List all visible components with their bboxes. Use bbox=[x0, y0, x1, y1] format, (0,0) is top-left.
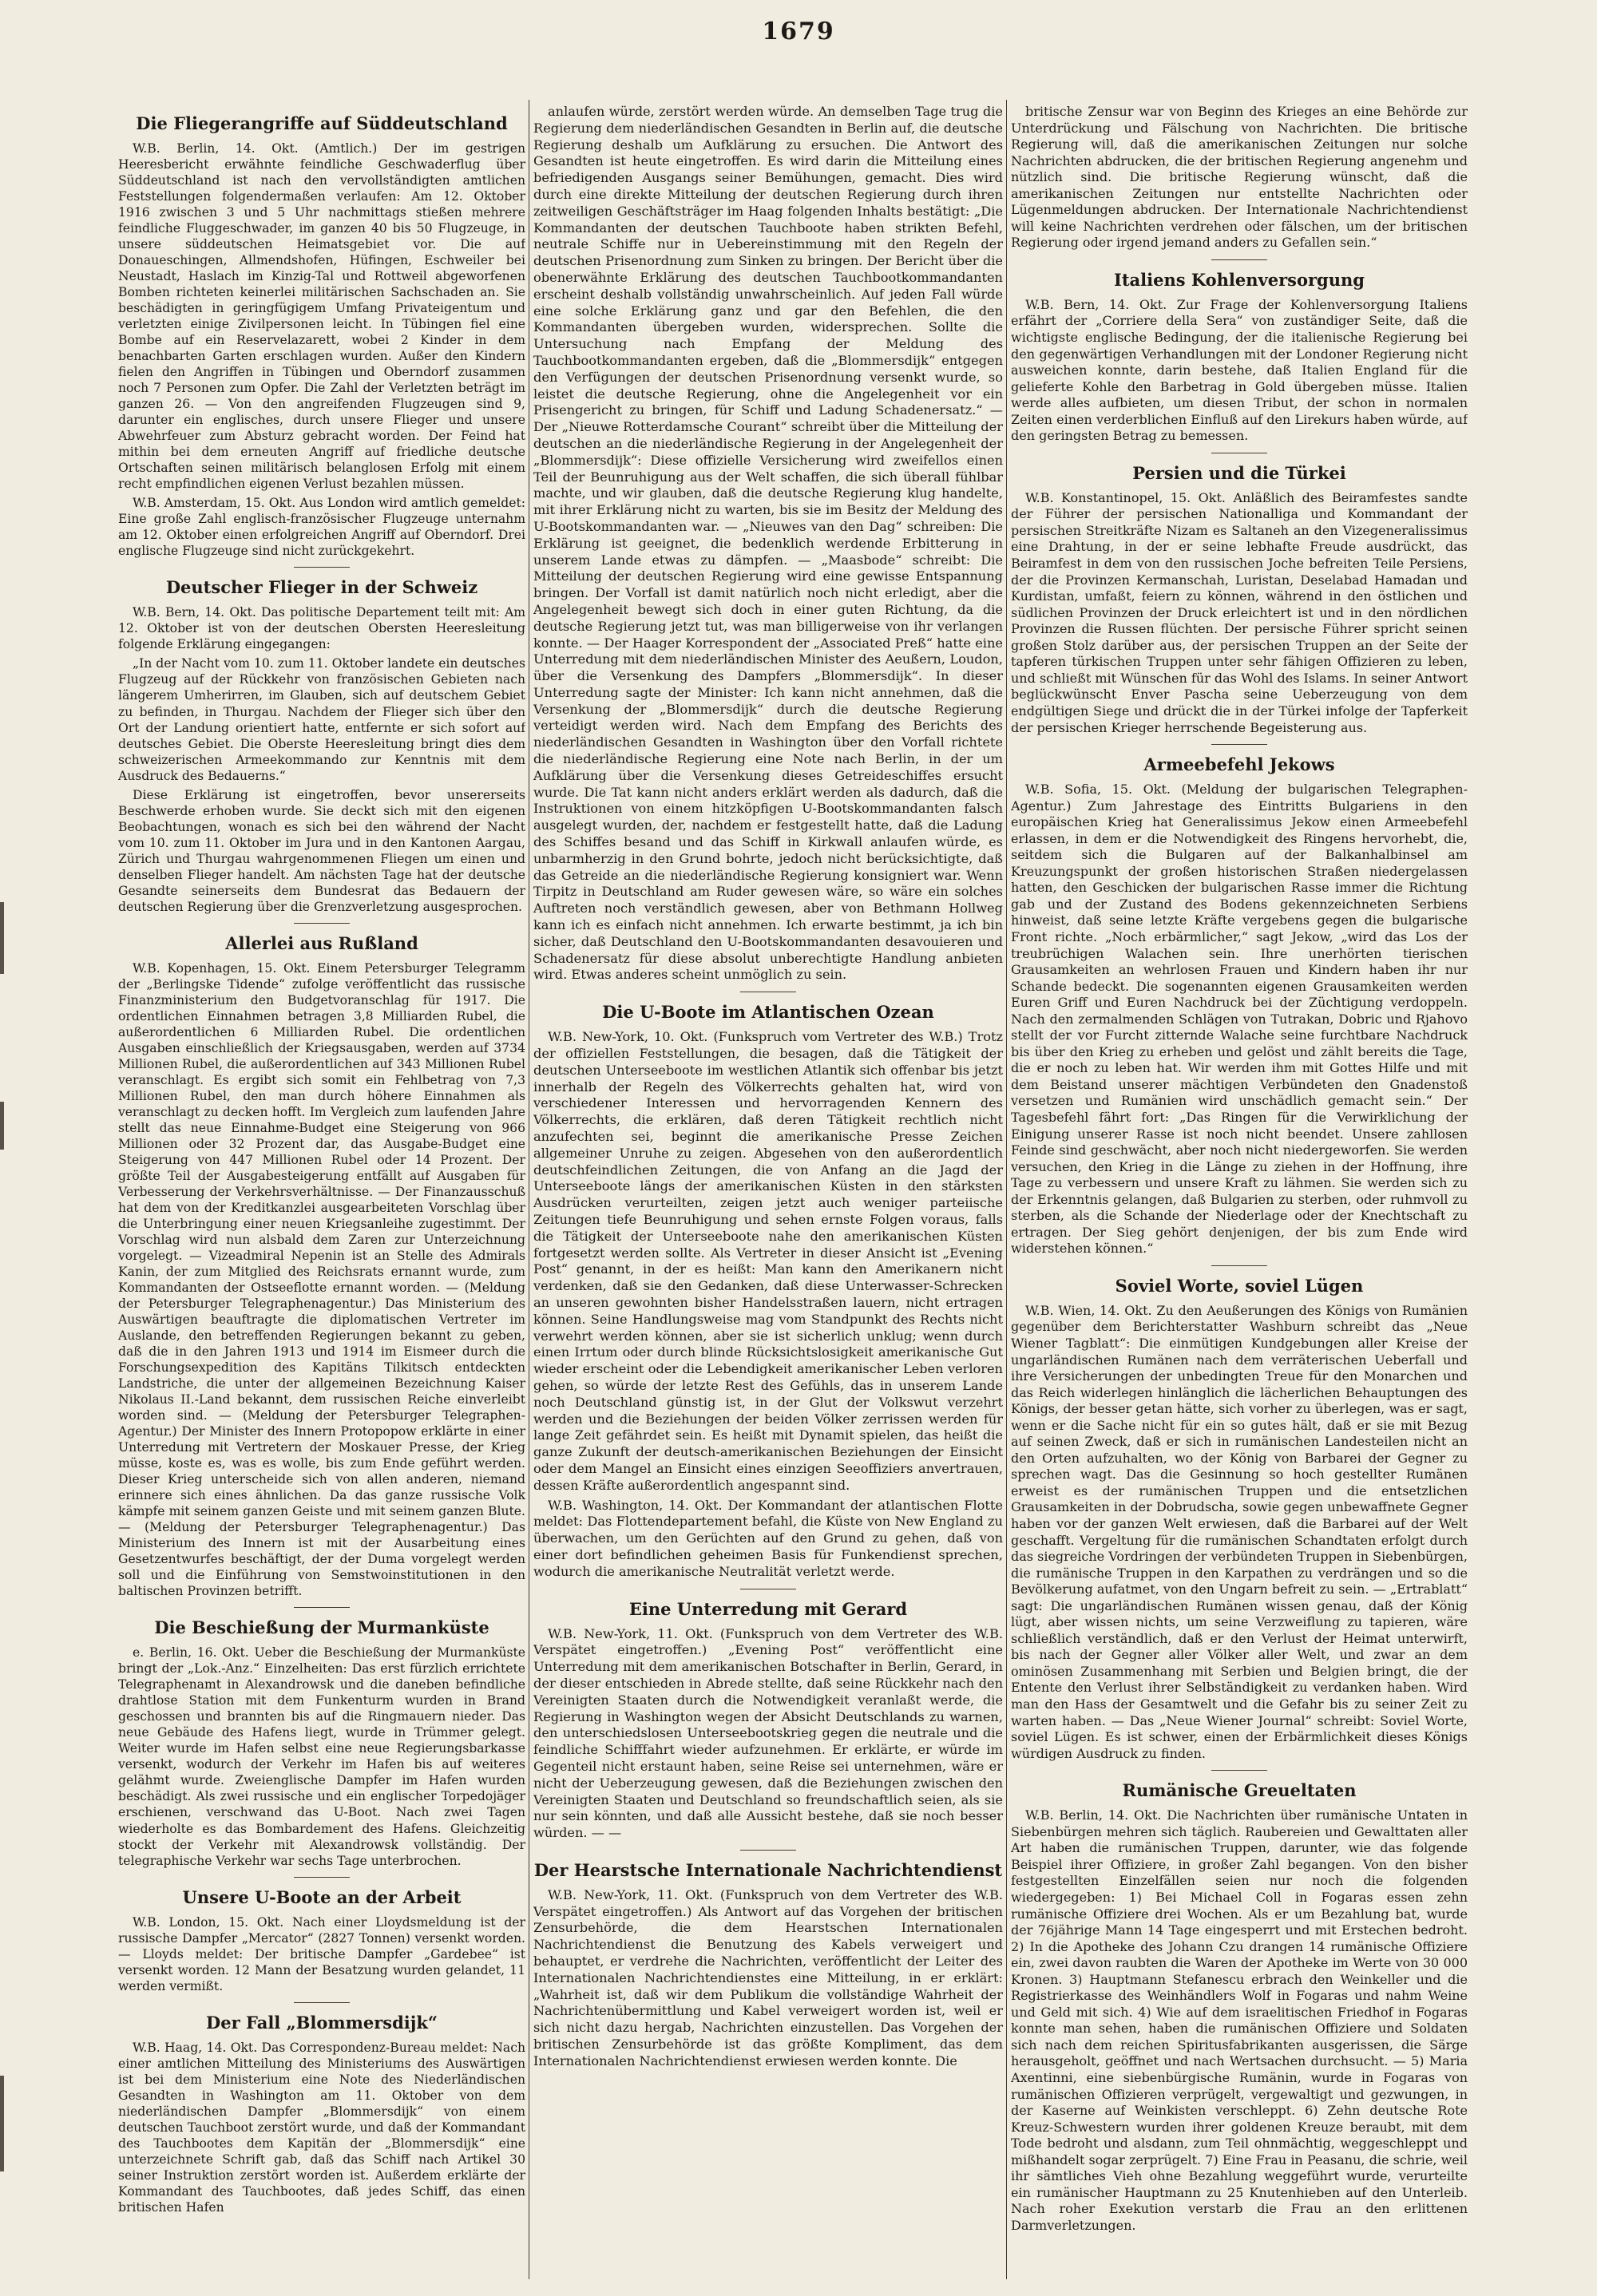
column-3 bbox=[1011, 104, 1468, 2275]
article bbox=[1011, 1276, 1468, 1762]
article-headline: Armeebefehl Jekows bbox=[1143, 754, 1335, 775]
article-separator bbox=[294, 923, 350, 924]
article bbox=[533, 104, 1003, 984]
article-paragraph: britische Zensur war von Beginn des Krieges an eine Behörde zur Unterdrückung und Fälschung von Nachrichten. Die britische Regierung will, daß die amerikanischen Zeitungen nur solche Nachrichten abdrucken, die der britischen Regierung angenehm und nützlich sind. Die britische Regierung wünscht, daß die amerikanischen Zeitungen nur entstellte Nachrichten oder Lügenmeldungen abdrucken. Der Internationale Nachrichtendienst will keine Nachrichten verdrehen oder fälschen, um der britischen Regierung oder irgend jemand anders zu Gefallen sein.“ bbox=[1011, 104, 1468, 251]
article-headline: Deutscher Flieger in der Schweiz bbox=[165, 577, 478, 598]
article-headline: Unsere U-Boote an der Arbeit bbox=[182, 1886, 462, 1907]
article-separator bbox=[294, 1877, 350, 1878]
column-rule bbox=[1006, 100, 1007, 2279]
scan-edge-mark bbox=[0, 902, 4, 974]
article bbox=[1011, 270, 1468, 445]
article-separator bbox=[294, 1607, 350, 1608]
article bbox=[533, 1599, 1003, 1842]
article-paragraph: W.B. Kopenhagen, 15. Okt. Einem Petersburger Telegramm der „Berlingske Tidende“ zufolge veröffentlicht das russische Finanzministerium den Budgetvoranschlag für 1917. Die ordentlichen Einnahmen betragen 3,8 Milliarden Rubel, die außerordentlichen 6 Milliarden Rubel. Die ordentlichen Ausgaben einschließlich der Kriegsausgaben, werden auf 3734 Millionen Rubel, die außerordentlichen auf 343 Millionen Rubel veranschlagt. Es ergibt sich somit ein Fehlbetrag von 7,3 Millionen Rubel, den man durch höhere Einnahmen als veranschlagt zu decken hofft. Im Vergleich zum laufenden Jahre stellt das neue Einnahme-Budget eine Steigerung von 966 Millionen oder 32 Prozent dar, das Ausgabe-Budget eine Steigerung von 447 Millionen Rubel oder 14 Prozent. Der größte Teil der Ausgabesteigerung entfällt auf Ausgaben für Verbesserung der Verkehrsverhältnisse. — Der Finanzausschuß hat dem von der Kreditkanzlei ausgearbeiteten Vorschlag über die Unterbringung einer neuen Kriegsanleihe zugestimmt. Der Vorschlag wird nun alsbald dem Zaren zur Unterzeichnung vorgelegt. — Vizeadmiral Nepenin ist an Stelle des Admirals Kanin, der zum Mitglied des Reichsrats ernannt wurde, zum Kommandanten der Ostseeflotte ernannt worden. — (Meldung der Petersburger Telegraphenagentur.) Das Ministerium des Auswärtigen beauftragte die diplomatischen Vertreter im Auslande, den betreffenden Regierungen bekannt zu geben, daß die in den Jahren 1913 und 1914 im Eismeer durch die Forschungsexpedition des Kapitäns Tilkitsch entdeckten Landstriche, die unter der allgemeinen Bezeichnung Kaiser Nikolaus II.-Land bekannt, dem russischen Reiche einverleibt worden sind. — (Meldung der Petersburger Telegraphen-Agentur.) Der Minister des Innern Protopopow erklärte in einer Unterredung mit Vertretern der Moskauer Presse, der Krieg müsse, koste es, was es wolle, bis zum Ende geführt werden. Dieser Krieg unterscheide sich von allen anderen, niemand erinnere sich eines ähnlichen. Da das ganze russische Volk kämpfe mit seinem ganzen Geiste und mit seinem ganzen Blute. — (Meldung der Petersburger Telegraphenagentur.) Das Ministerium des Innern ist mit der Ausarbeitung eines Gesetzentwurfes beschäftigt, der der Duma vorgelegt werden soll und die Einführung von Semstwoinstitutionen in den baltischen Provinzen betrifft. bbox=[118, 960, 525, 1599]
article bbox=[118, 933, 525, 1600]
article-separator bbox=[1211, 259, 1267, 260]
article-paragraph: W.B. Haag, 14. Okt. Das Correspondenz-Bureau meldet: Nach einer amtlichen Mitteilung des Ministeriums des Auswärtigen ist bei dem Ministerium eine Note des Niederländischen Gesandten in Washington am 11. Oktober von dem niederländischen Dampfer „Blommersdijk“ von einem deutschen Tauchboot zerstört wurde, und daß der Kommandant des Tauchbootes dem Kapitän der „Blommersdijk“ eine unterzeichnete Schrift gab, daß das Schiff nach Artikel 30 seiner Instruktion zerstört worden ist. Außerdem erklärte der Kommandant des Tauchbootes, daß jedes Schiff, das einen britischen Hafen bbox=[118, 2040, 525, 2215]
article-paragraph: W.B. Berlin, 14. Okt. Die Nachrichten über rumänische Untaten in Siebenbürgen mehren sich täglich. Raubereien und Gewalttaten aller Art haben die rumänischen Truppen, darunter, wie das folgende Beispiel ihrer Offiziere, in großer Zahl begangen. Von den bisher festgestellten Einzelfällen seien nur noch die folgenden wiedergegeben: 1) Bei Michael Coll in Fogaras essen zehn rumänische Offiziere drei Wochen. Als er um Bezahlung bat, wurde der 76jährige Mann 14 Tage eingesperrt und mit Erstechen bedroht. 2) In die Apotheke des Johann Czu drangen 14 rumänische Offiziere ein, zwei davon raubten die Waren der Apotheke im Werte von 30 000 Kronen. 3) Hauptmann Stefanescu erbrach den Weinkeller und die Registrierkasse des Weinhändlers Wolf in Fogaras und nahm Weine und Geld mit sich. 4) Wie auf dem israelitischen Friedhof in Fogaras konnte man sehen, haben die rumänischen Offiziere und Soldaten sich nach dem reichen Spiritusfabrikanten ausgerissen, die Särge herausgeholt, geöffnet und nach Wertsachen durchsucht. — 5) Maria Axentinni, eine siebenbürgische Rumänin, wurde in Fogaras von rumänischen Offizieren verprügelt, vergewaltigt und gezwungen, in der Kaserne auf Weinkisten verschleppt. 6) Zehn deutsche Rote Kreuz-Schwestern wurden ihrer goldenen Kreuze beraubt, mit dem Tode bedroht und alsdann, zum Teil ohnmächtig, weggeschleppt und mißhandelt sogar zerprügelt. 7) Eine Frau in Peasanu, die schrie, weil ihr sämtliches Vieh ohne Bezahlung weggeführt wurde, verurteilte ein rumänischer Hauptmann zu 25 Knutenhieben auf den Unterleib. Nach roher Exekution verstarb die Frau an den erlittenen Darmverletzungen. bbox=[1011, 1807, 1468, 2233]
article-paragraph: W.B. Bern, 14. Okt. Das politische Departement teilt mit: Am 12. Oktober ist von der deutschen Obersten Heeresleitung folgende Erklärung eingegangen: bbox=[118, 605, 525, 652]
article-paragraph: W.B. Konstantinopel, 15. Okt. Anläßlich des Beiramfestes sandte der Führer der persischen Nationalliga und Kommandant der persischen Streitkräfte Nizam es Saltaneh an den Vizegeneralissimus eine Drahtung, in der er seine lebhafte Freude ausdrückt, das Beiramfest in dem von den russischen Joche befreiten Teile Persiens, der die Provinzen Kermanschah, Luristan, Deselabad Hamadan und Kurdistan, umfaßt, feiern zu können, während in den östlichen und südlichen Provinzen der Druck erleichtert ist und in den nördlichen Provinzen die Russen flüchten. Der persische Führer spricht seinen großen Stolz darüber aus, der persischen Truppen an der Seite der tapferen türkischen Truppen unter sehr fähigen Offizieren zu leben, und schließt mit Wünschen für das Wohl des Islams. In seiner Antwort beglückwünscht Enver Pascha seine Ueberzeugung von dem endgültigen Siege und drückt die in der Türkei infolge der Tapferkeit der persischen Krieger herrschende Begeisterung aus. bbox=[1011, 489, 1468, 735]
article-paragraph: W.B. Wien, 14. Okt. Zu den Aeußerungen des Königs von Rumänien gegenüber dem Berichterstatter Washburn schreibt das „Neue Wiener Tagblatt“: Die einmütigen Kundgebungen aller Kreise der ungarländischen Rumänen nach dem verräterischen Ueberfall und ihre Versicherungen der unbedingten Treue für den Monarchen und das Reich widerlegen hinlänglich die lächerlichen Behauptungen des Königs, der besser getan hätte, sich vorher zu überlegen, was er sagt, wenn er die Sache nicht für ein so gutes hält, daß er sie mit Bezug auf seinen Zweck, daß er sich in rumänischen Landesteilen nicht an den Orten aufzuhalten, wo der König von Barbarei der Gegner zu sprechen wagt. Das die Gesinnung so hoch gestellter Rumänen erweist es der rumänischen Truppen und die entsetzlichen Grausamkeiten in der Dobrudscha, sowie gegen unbewaffnete Gegner haben vor der ganzen Welt erwiesen, daß die Barbarei auf der Welt geschafft. Vergeltung für die rumänischen Schandtaten erfolgt durch das siegreiche Vordringen der verbündeten Truppen in Siebenbürgen, die rumänische Truppen in den Karpathen zu verdrängen und so die Bevölkerung aufatmet, von den Ungarn befreit zu sein. — „Ertrablatt“ sagt: Die ungarländischen Rumänen wissen genau, daß der König lügt, aber wissen nichts, um seine Verzweiflung zu tapieren, wäre schließlich verständlich, daß er den Verlust der Heimat unterwirft, bis nach der Gegner aller Völker aller Welt, und zwar an dem ominösen Zusammenhang mit Serbien und Belgien bringt, die der Entente den Verlust ihrer Selbständigkeit zu verdanken haben. Wird man den Hass der Gesamtwelt und die Gefahr bis zu seiner Zeit zu warten haben. — Das „Neue Wiener Journal“ schreibt: Soviel Worte, soviel Lügen. Es ist schwer, einen der Erbärmlichkeit dieses Königs würdigen Ausdruck zu finden. bbox=[1011, 1302, 1468, 1761]
article-separator bbox=[740, 1850, 796, 1851]
article-headline: Allerlei aus Rußland bbox=[225, 932, 418, 953]
article-separator bbox=[294, 567, 350, 568]
column-2 bbox=[533, 104, 1003, 2275]
article bbox=[1011, 754, 1468, 1257]
article-headline: Rumänische Greueltaten bbox=[1122, 1780, 1357, 1801]
article-headline: Der Hearstsche Internationale Nachrichtendienst bbox=[533, 1859, 1003, 1880]
article bbox=[118, 113, 525, 559]
article-headline: Die U-Boote im Atlantischen Ozean bbox=[602, 1002, 934, 1023]
article-headline: Die Fliegerangriffe auf Süddeutschland bbox=[136, 113, 508, 133]
article bbox=[118, 1887, 525, 1994]
article bbox=[118, 577, 525, 914]
article-paragraph: „In der Nacht vom 10. zum 11. Oktober landete ein deutsches Flugzeug auf der Rückkehr von französischen Gebieten nach längerem Umherirren, im Glauben, sich auf deutschem Gebiet zu befinden, in Thurgau. Nachdem der Flieger sich über den Ort der Landung orientiert hatte, entfernte er sich sofort auf deutsches Gebiet. Die Oberste Heeresleitung bringt dies dem schweizerischen Armeekommando zur Kenntnis mit dem Ausdruck des Bedauerns.“ bbox=[118, 656, 525, 783]
article-paragraph: W.B. Sofia, 15. Okt. (Meldung der bulgarischen Telegraphen-Agentur.) Zum Jahrestage des Eintritts Bulgariens in den europäischen Krieg hat Generalissimus Jekow einen Armeebefehl erlassen, in dem er die Notwendigkeit des Ringens hervorhebt, die, seitdem sich die Bulgaren auf der Balkanhalbinsel am Kreuzungspunkt der großen historischen Straßen niedergelassen hatten, den Geschicken der bulgarischen Rasse immer die Richtung gab und der Zustand des Bodens gekennzeichneten Serbiens hinweist, daß seine letzte Kräfte vergebens gegen die bulgarische Front richte. „Noch erbärmlicher,“ sagt Jekow, „wird das Los der treubrüchigen Walachen sein. Ihre unerhörten tierischen Grausamkeiten an wehrlosen Frauen und Kindern haben ihr nur Schande bedeckt. Die sogenannten eigenen Grausamkeiten werden Euren Griff und Euren Nachdruck bei der Züchtigung verdoppeln. Nach den zermalmenden Schlägen von Tutrakan, Dobric und Rjahovo stellt der vor Furcht zitternde Walache seine furchtbare Nachdruck bis über den Krieg zu erheben und gelöst und zählt bereits die Tage, die er noch zu leben hat. Wir werden ihm mit Gottes Hilfe und mit dem Beistand unserer mächtigen Verbündeten den Gnadenstoß versetzen und Rumänien wird unschädlich gemacht sein.“ Der Tagesbefehl fährt fort: „Das Ringen für die Verwirklichung der Einigung unserer Rasse ist noch nicht beendet. Unsere zahllosen Feinde sind geschwächt, aber noch nicht niedergeworfen. Sie werden versuchen, den Krieg in die Länge zu ziehen in der Hoffnung, ihre Tage zu verbessern und unsere Kraft zu lähmen. Sie werden sich zu der Erkenntnis gelangen, daß Bulgarien zu sterben, oder ruhmvoll zu sterben, als die Schande der Niederlage oder der Knechtschaft zu ertragen. Der Sieg gehört denjenigen, der bis zum Ende wird widerstehen können.“ bbox=[1011, 782, 1468, 1257]
article bbox=[118, 1617, 525, 1868]
article-paragraph: anlaufen würde, zerstört werden würde. An demselben Tage trug die Regierung dem niederländischen Gesandten in Berlin auf, die deutsche Regierung deshalb um Aufklärung zu ersuchen. Die Antwort des Gesandten ist heute eingetroffen. Es wird darin die Mitteilung eines befriedigenden Ausgangs seiner Bemühungen, gemacht. Dies wird durch eine direkte Mitteilung der deutschen Regierung durch ihren zeitweiligen Geschäftsträger im Haag folgenden Inhalts bestätigt: „Die Kommandanten der deutschen Tauchboote haben strikten Befehl, neutrale Schiffe nur in Uebereinstimmung mit den Regeln der deutschen Prisenordnung zum Sinken zu bringen. Der Bericht über die obenerwähnte Erklärung des deutschen Tauchbootkommandanten erscheint deshalb vollständig unwahrscheinlich. Auf jeden Fall würde eine solche Erklärung ganz und gar den Befehlen, die den Kommandanten übergeben wurden, widersprechen. Sollte die Untersuchung nach Empfang der Meldung des Tauchbootkommandanten ergeben, daß die „Blommersdijk“ entgegen den Verfügungen der deutschen Prisenordnung versenkt wurde, so leistet die deutsche Regierung, ohne die Angelegenheit vor ein Prisengericht zu bringen, für Schiff und Ladung Schadenersatz.“ — Der „Nieuwe Rotterdamsche Courant“ schreibt über die Mitteilung der deutschen an die niederländische Regierung in der Angelegenheit der „Blommersdijk“: Diese offizielle Versicherung wird zweifellos einen Teil der Beunruhigung aus der Welt schaffen, die sich überall fühlbar machte, und wir glauben, daß die deutsche Regierung klug handelte, mit ihrer Erklärung nicht zu warten, bis sie im Besitz der Meldung des U-Bootskommandanten war. — „Nieuwes van den Dag“ schreiben: Die Erklärung ist geeignet, die bedenklich werdende Erbitterung in unserem Lande etwas zu dämpfen. — „Maasbode“ schreibt: Die Mitteilung der deutschen Regierung wird eine gewisse Entspannung bringen. Der Vorfall ist damit natürlich noch nicht erledigt, aber die Angelegenheit bewegt sich doch in einer guten Richtung, da die deutsche Regierung jetzt tut, was man billigerweise von ihr verlangen konnte. — Der Haager Korrespondent der „Associated Preß“ hatte eine Unterredung mit dem niederländischen Minister des Aeußern, Loudon, über die Versenkung des Dampfers „Blommersdijk“. In dieser Unterredung sagte der Minister: Ich kann nicht annehmen, daß die Versenkung der „Blommersdijk“ durch die deutsche Regierung verteidigt werden wird. Nach dem Empfang des Berichts des niederländischen Gesandten in Washington über den Vorfall richtete die niederländische Regierung eine Note nach Berlin, in der um Aufklärung über die Versenkung dieses Getreideschiffes ersucht wurde. Die Tat kann nicht anders erklärt werden als dadurch, daß die Instruktionen von einem hitzköpfigen U-Bootskommandanten falsch ausgelegt wurden, der, nachdem er festgestellt hatte, daß die Ladung des Schiffes besand und das Schiff in Kirkwall anlaufen würde, es unbarmherzig in den Grund bohrte, jedoch nicht berücksichtigte, daß das Getreide an die niederländische Regierung konsigniert war. Wenn Tirpitz in Deutschland am Ruder gewesen wäre, so wäre ein solches Auftreten noch verständlich gewesen, aber von Bethmann Hollweg kann ich es einfach nicht annehmen. Ich erwarte bestimmt, ja ich bin sicher, daß Deutschland den U-Bootskommandanten desavouieren und Schadenersatz für diese absolut unberechtigte Handlung anbieten wird. Etwas anderes scheint unmöglich zu sein. bbox=[533, 104, 1003, 983]
article bbox=[533, 1860, 1003, 2070]
article-headline: Persien und die Türkei bbox=[1132, 462, 1346, 483]
article-headline: Eine Unterredung mit Gerard bbox=[628, 1598, 908, 1619]
article bbox=[533, 1002, 1003, 1580]
article-paragraph: W.B. London, 15. Okt. Nach einer Lloydsmeldung ist der russische Dampfer „Mercator“ (2827 Tonnen) versenkt worden. — Lloyds meldet: Der britische Dampfer „Gardebee“ ist versenkt worden. 12 Mann der Besatzung wurden gelandet, 11 werden vermißt. bbox=[118, 1914, 525, 1993]
article-paragraph: W.B. Amsterdam, 15. Okt. Aus London wird amtlich gemeldet: Eine große Zahl englisch-französischer Flugzeuge unternahm am 12. Oktober einen erfolgreichen Angriff auf Oberndorf. Drei englische Flugzeuge sind nicht zurückgekehrt. bbox=[118, 496, 525, 559]
article-paragraph: W.B. Bern, 14. Okt. Zur Frage der Kohlenversorgung Italiens erfährt der „Corriere della Sera“ von zuständiger Seite, daß die wichtigste englische Bedingung, der die italienische Regierung bei den gegenwärtigen Verhandlungen mit der Londoner Regierung nicht ausweichen konnte, darin bestehe, daß Italien England für die gelieferte Kohle den Barbetrag in Gold übergeben müsse. Italien werde alles aufbieten, um diesen Tribut, der schon in normalen Zeiten einen verderblichen Einfluß auf den Lirekurs haben würde, auf den geringsten Betrag zu bemessen. bbox=[1011, 296, 1468, 444]
article bbox=[118, 2013, 525, 2215]
article-paragraph: Diese Erklärung ist eingetroffen, bevor unsererseits Beschwerde erhoben wurde. Sie deckt sich mit den eigenen Beobachtungen, wonach es sich bei den während der Nacht vom 10. zum 11. Oktober im Jura und in den Kantonen Aargau, Zürich und Thurgau wahrgenommenen Fliegen um einen und denselben Flieger handelt. Am nächsten Tage hat der deutsche Gesandte seinerseits dem Bundesrat das Bedauern der deutschen Regierung über die Grenzverletzung ausgesprochen. bbox=[118, 787, 525, 914]
scan-edge-mark bbox=[0, 2076, 4, 2171]
page-number: 1679 bbox=[762, 18, 835, 46]
article-paragraph: W.B. Berlin, 14. Okt. (Amtlich.) Der im gestrigen Heeresbericht erwähnte feindliche Geschwaderflug über Süddeutschland ist nach den vervollständigten amtlichen Feststellungen folgendermaßen verlaufen: Am 12. Oktober 1916 zwischen 3 und 5 Uhr nachmittags stießen mehrere feindliche Fluggeschwader, im ganzen 40 bis 50 Flugzeuge, in unsere süddeutschen Heimatsgebiet vor. Die auf Donaueschingen, Allmendshofen, Hüfingen, Eschweiler bei Neustadt, Haslach im Kinzig-Tal und Rottweil abgeworfenen Bomben richteten keinerlei militärischen Sachschaden an. Sie beschädigten in geringfügigem Umfang Privateigentum und verletzten einige Zivilpersonen leicht. In Tübingen fiel eine Bombe auf ein Reservelazarett, wobei 2 Kinder in dem benachbarten Garten erschlagen wurden. Außer den Kindern fielen den Angriffen in Tübingen und Oberndorf zusammen noch 7 Personen zum Opfer. Die Zahl der Verletzten beträgt im ganzen 26. — Von den angreifenden Flugzeugen sind 9, darunter ein englisches, durch unsere Flieger und unsere Abwehrfeuer zum Absturz gebracht worden. Der Feind hat mithin bei dem erneuten Angriff auf friedliche deutsche Ortschaften seinen militärisch belanglosen Erfolg mit einem recht empfindlichen eigenen Verlust bezahlen müssen. bbox=[118, 141, 525, 492]
article-headline: Soviel Worte, soviel Lügen bbox=[1115, 1275, 1364, 1296]
article-headline: Italiens Kohlenversorgung bbox=[1114, 269, 1365, 290]
column-1 bbox=[118, 104, 525, 2275]
article-paragraph: e. Berlin, 16. Okt. Ueber die Beschießung der Murmanküste bringt der „Lok.-Anz.“ Einzelheiten: Das erst fürzlich errichtete Telegraphenamt in Alexandrowsk und die daneben befindliche drahtlose Station mit dem Funkenturm wurden in Brand geschossen und brannten bis auf die Ringmauern nieder. Das neue Gebäude des Hafens liegt, wurde in Trümmer gelegt. Weiter wurde im Hafen selbst eine neue Regierungsbarkasse versenkt, wodurch der Verkehr im Hafen bis auf weiteres gelähmt wurde. Zweienglische Dampfer im Hafen wurden beschädigt. Als zwei russische und ein englischer Torpedojäger erschienen, verschwand das U-Boot. Nach zwei Tagen wiederholte es das Bombardement des Hafens. Gleichzeitig stockt der Verkehr mit Alexandrowsk vollständig. Der telegraphische Verkehr war sechs Tage unterbrochen. bbox=[118, 1645, 525, 1868]
article-separator bbox=[294, 2002, 350, 2003]
article-separator bbox=[1211, 1770, 1267, 1771]
scan-edge-mark bbox=[0, 1102, 4, 1150]
article-separator bbox=[1211, 744, 1267, 745]
article bbox=[1011, 1780, 1468, 2234]
article-headline: Die Beschießung der Murmanküste bbox=[154, 1617, 489, 1638]
article-paragraph: W.B. New-York, 10. Okt. (Funkspruch vom Vertreter des W.B.) Trotz der offiziellen Feststellungen, die besagen, daß die Tätigkeit der deutschen Unterseeboote im westlichen Atlantik sich offenbar bis jetzt innerhalb der Regeln des Völkerrechts gehalten hat, wird von verschiedener Interessen und hervorragenden Kennern des Völkerrechts, die erklären, daß deren Tätigkeit rechtlich nicht anzufechten sei, beginnt die amerikanische Presse Zeichen allgemeiner Unruhe zu zeigen. Abgesehen von den außerordentlich deutschfeindlichen Zeitungen, die von Anfang an die Jagd der Unterseeboote längs der amerikanischen Küsten in den stärksten Ausdrücken verurteilten, zeigen jetzt auch weniger parteiische Zeitungen tiefe Beunruhigung und sehen ernste Folgen voraus, falls die Tätigkeit der Unterseeboote nahe den amerikanischen Küsten fortgesetzt werden sollte. Als Vertreter in dieser Ansicht ist „Evening Post“ genannt, in der es heißt: Man kann den Amerikanern nicht verdenken, daß sie den Gedanken, daß diese Unterwasser-Schrecken an unseren gewohnten bisher Handelsstraßen lauern, nicht ertragen können. Seine Handlungsweise mag vom Standpunkt des Rechts nicht verwehrt werden können, aber sie ist sicherlich unklug; wenn durch einen Irrtum oder durch blinde Rücksichtslosigkeit amerikanische Gut wieder erscheint oder die Lebendigkeit amerikanischer Leben verloren gehen, so würde der letzte Rest des Gefühls, das in unserem Lande noch Deutschland günstig ist, in der Glut der Volkswut verzehrt werden und die Beziehungen der beiden Völker zerrissen werden für lange Zeit gefährdet sein. Es heißt mit Dynamit spielen, das heißt die ganze Zukunft der deutsch-amerikanischen Beziehungen der Einsicht oder dem Mangel an Einsicht eines einzigen Seeoffiziers anvertrauen, dessen Kräfte außerordentlich angespannt sind. bbox=[533, 1029, 1003, 1493]
article-paragraph: W.B. New-York, 11. Okt. (Funkspruch von dem Vertreter des W.B. Verspätet eingetroffen.) „Evening Post“ veröffentlicht eine Unterredung mit dem amerikanischen Botschafter in Berlin, Gerard, in der dieser entschieden in Abrede stellte, daß seine Rückkehr nach den Vereinigten Staaten durch die Notwendigkeit veranlaßt werde, die Regierung in Washington wegen der Absicht Deutschlands zu warnen, den unterschiedslosen Unterseebootskrieg gegen die neutrale und die feindliche Schifffahrt wieder aufzunehmen. Er erklärte, er würde im Gegenteil nicht erstaunt haben, seine Reise sei unternehmen, wäre er nicht der Ueberzeugung gewesen, daß die Beziehungen zwischen den Vereinigten Staaten und Deutschland so freundschaftlich seien, als sie nur sein könnten, und daß alle Aussicht bestehe, daß sie noch besser würden. — — bbox=[533, 1625, 1003, 1841]
article bbox=[1011, 463, 1468, 736]
article-separator bbox=[1211, 1265, 1267, 1266]
article-headline: Der Fall „Blommersdijk“ bbox=[206, 2012, 438, 2033]
article bbox=[1011, 104, 1468, 251]
article-paragraph: W.B. Washington, 14. Okt. Der Kommandant der atlantischen Flotte meldet: Das Flottendepartement befahl, die Küste von New England zu überwachen, um den Gerüchten auf den Grund zu gehen, daß von einer dort befindlichen geheimen Basis für Funkendienst sprechen, wodurch die amerikanische Neutralität verletzt werde. bbox=[533, 1497, 1003, 1579]
article-paragraph: W.B. New-York, 11. Okt. (Funkspruch von dem Vertreter des W.B. Verspätet eingetroffen.) Als Antwort auf das Vorgehen der britischen Zensurbehörde, die dem Hearstschen Internationalen Nachrichtendienst die Benutzung des Kabels verweigert und behauptet, er verdrehe die Nachrichten, veröffentlicht der Leiter des Internationalen Nachrichtendienstes eine Mitteilung, in er erklärt: „Wahrheit ist, daß wir dem Publikum die vollständige Wahrheit der Nachrichtenübermittlung und Kabel verweigert worden ist, weil er sich nicht dazu hergab, Nachrichten einzustellen. Das Vorgehen der britischen Zensurbehörde ist das größte Kompliment, das dem Internationalen Nachrichtendienst erwiesen werden konnte. Die bbox=[533, 1886, 1003, 2068]
